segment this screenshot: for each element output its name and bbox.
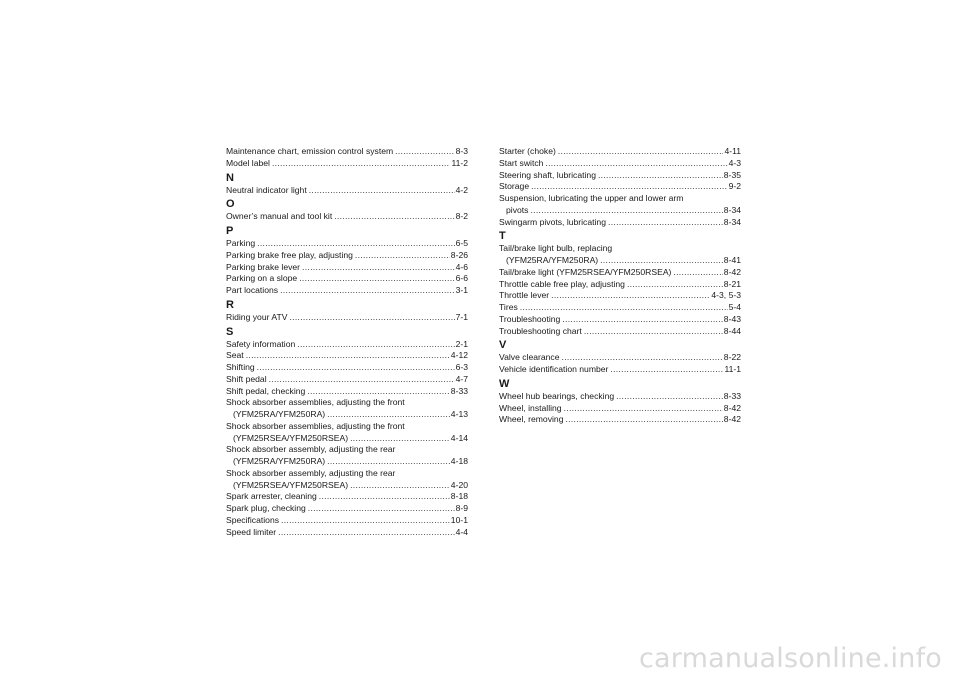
index-entry <box>226 456 468 468</box>
index-entry-title: pivots <box>506 204 529 215</box>
index-entry-title: Swingarm pivots, lubricating <box>499 216 606 227</box>
index-entry-title: Parking brake lever <box>226 261 301 272</box>
index-page-number: 9-2 <box>728 181 741 192</box>
index-page-number: 2-1 <box>455 338 468 349</box>
index-entry-title: (YFM25RA/YFM250RA) <box>233 409 326 419</box>
index-page-number: 4-7 <box>455 373 468 384</box>
index-entry <box>499 267 741 279</box>
index-page-number: 6-5 <box>455 238 468 248</box>
index-entry-line: Tail/brake light bulb, replacing <box>499 243 613 254</box>
dot-leader <box>297 339 454 351</box>
dot-leader <box>246 350 450 362</box>
index-entry <box>226 491 468 503</box>
index-entry <box>226 238 468 250</box>
index-entry-title: Throttle cable free play, adjusting <box>499 278 625 289</box>
index-page-number: 8-21 <box>723 278 741 289</box>
index-entry-title: Valve clearance <box>499 352 560 363</box>
index-entry-title: (YFM25RSEA/YFM250RSEA) <box>233 432 349 443</box>
index-entry <box>226 312 468 324</box>
index-entry-title: Wheel, removing <box>499 414 564 425</box>
index-page-number: 8-35 <box>723 169 741 180</box>
index-column-right <box>499 146 741 426</box>
dot-leader <box>257 238 454 250</box>
index-entry <box>499 146 741 158</box>
index-entry-title: Throttle lever <box>499 290 550 301</box>
dot-leader <box>608 217 723 229</box>
index-page-number: 8-34 <box>723 204 741 215</box>
index-entry <box>226 350 468 362</box>
index-entry-title: Neutral indicator light <box>226 184 307 195</box>
index-entry <box>499 205 741 217</box>
index-entry-title: Shifting <box>226 362 255 372</box>
index-entry <box>499 181 741 193</box>
index-entry-line: Shock absorber assembly, adjusting the rear <box>226 444 396 455</box>
index-section-letter: O <box>226 198 235 211</box>
index-page-number: 6-6 <box>455 273 468 284</box>
dot-leader <box>302 262 455 274</box>
index-entry <box>226 146 468 158</box>
index-page-number: 4-3, 5-3 <box>711 290 741 301</box>
dot-leader <box>327 409 450 421</box>
index-page-number: 10-1 <box>450 514 468 525</box>
index-entry <box>499 326 741 338</box>
dot-leader <box>299 273 454 285</box>
index-entry <box>499 279 741 291</box>
index-page-number: 11-1 <box>724 364 741 374</box>
index-entry <box>226 185 468 197</box>
dot-leader <box>269 374 455 386</box>
index-section-letter: S <box>226 325 234 338</box>
dot-leader <box>565 414 722 426</box>
index-entry-title: Owner’s manual and tool kit <box>226 211 333 222</box>
index-entry-title: Maintenance chart, emission control system <box>226 146 394 156</box>
dot-leader <box>327 456 450 468</box>
dot-leader <box>616 391 723 403</box>
index-page-number: 4-2 <box>455 184 468 195</box>
index-entry-line: Shock absorber assemblies, adjusting the front <box>226 397 405 408</box>
index-entry <box>499 158 741 170</box>
index-section-letter: R <box>226 298 234 311</box>
index-page-number: 8-9 <box>455 503 468 513</box>
index-entry-title: Wheel, installing <box>499 402 562 413</box>
dot-leader <box>272 158 450 170</box>
index-entry-title: (YFM25RA/YFM250RA) <box>506 255 599 265</box>
index-page-number: 8-33 <box>450 385 468 396</box>
index-entry-title: Seat <box>226 350 244 361</box>
index-entry <box>226 250 468 262</box>
index-page-number: 4-3 <box>728 157 741 168</box>
index-entry <box>499 414 741 426</box>
index-entry-title: Shift pedal, checking <box>226 385 306 396</box>
index-entry <box>226 374 468 386</box>
index-entry <box>499 255 741 267</box>
index-entry <box>226 386 468 398</box>
index-page-number: 4-11 <box>724 146 741 156</box>
dot-leader <box>610 364 723 376</box>
index-entry-title: Starter (choke) <box>499 146 556 156</box>
index-entry <box>226 480 468 492</box>
index-entry-title: Storage <box>499 181 530 192</box>
index-page-number: 4-13 <box>450 409 468 419</box>
index-entry <box>499 290 741 302</box>
index-page-number: 8-34 <box>723 216 741 227</box>
index-entry <box>226 433 468 445</box>
index-entry-title: Tires <box>499 302 518 312</box>
index-page-number: 4-4 <box>455 526 468 537</box>
index-section-letter: N <box>226 171 234 184</box>
index-entry <box>499 217 741 229</box>
index-page-number: 4-18 <box>450 456 468 466</box>
watermark-text: carmanualsonline.info <box>639 643 942 674</box>
index-entry-title: Riding your ATV <box>226 311 288 322</box>
dot-leader <box>308 503 455 515</box>
index-entry-title: Part locations <box>226 285 279 295</box>
index-page-number: 3-1 <box>455 285 468 295</box>
index-page-number: 4-14 <box>450 432 468 443</box>
index-entry <box>226 211 468 223</box>
index-entry-line: Shock absorber assembly, adjusting the rear <box>226 467 396 478</box>
index-entry-title: Parking <box>226 238 256 248</box>
index-page-number: 8-42 <box>723 402 741 413</box>
dot-leader <box>280 285 455 297</box>
index-entry-title: (YFM25RA/YFM250RA) <box>233 456 326 466</box>
index-page-number: 4-20 <box>450 479 468 490</box>
index-page-number: 8-42 <box>723 414 741 425</box>
index-entry-title: Troubleshooting <box>499 313 561 324</box>
index-page-number: 11-2 <box>451 157 468 168</box>
dot-leader <box>562 314 722 326</box>
dot-leader <box>395 146 454 158</box>
index-entry-title: Start switch <box>499 157 544 168</box>
dot-leader <box>627 279 723 291</box>
index-entry-title: (YFM25RSEA/YFM250RSEA) <box>233 479 349 490</box>
index-entry <box>499 314 741 326</box>
index-entry-title: Wheel hub bearings, checking <box>499 390 615 401</box>
index-entry-title: Parking brake free play, adjusting <box>226 249 353 260</box>
dot-leader <box>350 433 450 445</box>
index-entry-title: Vehicle identification number <box>499 364 609 374</box>
dot-leader <box>278 527 454 539</box>
index-page-number: 5-4 <box>728 302 741 312</box>
dot-leader <box>551 290 710 302</box>
index-entry <box>226 339 468 351</box>
index-page-number: 4-6 <box>455 261 468 272</box>
index-entry <box>226 273 468 285</box>
index-entry <box>226 262 468 274</box>
index-entry <box>226 285 468 297</box>
index-entry-title: Parking on a slope <box>226 273 298 284</box>
index-entry-line: Shock absorber assemblies, adjusting the front <box>226 420 405 431</box>
index-entry-title: Steering shaft, lubricating <box>499 169 596 180</box>
index-page-number: 8-26 <box>450 249 468 260</box>
index-entry-title: Speed limiter <box>226 526 277 537</box>
index-entry-title: Spark arrester, cleaning <box>226 491 317 502</box>
index-entry <box>226 409 468 421</box>
dot-leader <box>307 386 449 398</box>
index-entry-title: Spark plug, checking <box>226 503 306 513</box>
dot-leader <box>531 181 727 193</box>
index-entry <box>226 503 468 515</box>
index-page-number: 6-3 <box>455 362 468 372</box>
index-page-number: 8-2 <box>455 211 468 222</box>
index-section-letter: W <box>499 377 510 390</box>
index-page-number: 8-43 <box>723 313 741 324</box>
dot-leader <box>558 146 724 158</box>
dot-leader <box>350 480 450 492</box>
dot-leader <box>520 302 728 314</box>
index-page-number: 8-22 <box>723 352 741 363</box>
index-section-letter: V <box>499 339 507 352</box>
dot-leader <box>309 185 455 197</box>
dot-leader <box>281 515 450 527</box>
dot-leader <box>600 255 723 267</box>
index-column-left <box>226 146 468 538</box>
index-entry <box>226 527 468 539</box>
index-page-number: 8-41 <box>723 255 741 265</box>
dot-leader <box>530 205 722 217</box>
index-entry <box>499 391 741 403</box>
dot-leader <box>355 250 450 262</box>
index-entry-title: Model label <box>226 157 270 168</box>
index-section-letter: P <box>226 225 234 237</box>
index-section-letter: T <box>499 230 506 243</box>
index-entry-title: Safety information <box>226 338 296 349</box>
dot-leader <box>584 326 723 338</box>
index-entry <box>499 364 741 376</box>
dot-leader <box>673 267 722 279</box>
index-entry-title: Tail/brake light (YFM25RSEA/YFM250RSEA) <box>499 266 672 277</box>
index-page-number: 4-12 <box>450 350 468 361</box>
index-entry <box>226 362 468 374</box>
dot-leader <box>319 491 450 503</box>
index-page-number: 7-1 <box>455 311 468 322</box>
index-page-number: 8-3 <box>455 146 468 156</box>
index-entry-title: Troubleshooting chart <box>499 325 582 336</box>
index-entry <box>499 352 741 364</box>
index-page-number: 8-42 <box>723 266 741 277</box>
dot-leader <box>334 211 454 223</box>
dot-leader <box>257 362 455 374</box>
dot-leader <box>564 403 723 415</box>
index-entry-title: Specifications <box>226 514 280 525</box>
dot-leader <box>598 170 723 182</box>
index-entry <box>226 158 468 170</box>
dot-leader <box>562 352 723 364</box>
index-entry <box>499 302 741 314</box>
index-entry-line: Suspension, lubricating the upper and lower arm <box>499 193 684 203</box>
dot-leader <box>289 312 454 324</box>
index-entry-title: Shift pedal <box>226 373 267 384</box>
index-entry <box>499 403 741 415</box>
index-entry <box>499 170 741 182</box>
index-page-number: 8-33 <box>723 390 741 401</box>
index-entry <box>226 515 468 527</box>
dot-leader <box>545 158 727 170</box>
index-page-number: 8-44 <box>723 325 741 336</box>
index-page-number: 8-18 <box>450 491 468 502</box>
